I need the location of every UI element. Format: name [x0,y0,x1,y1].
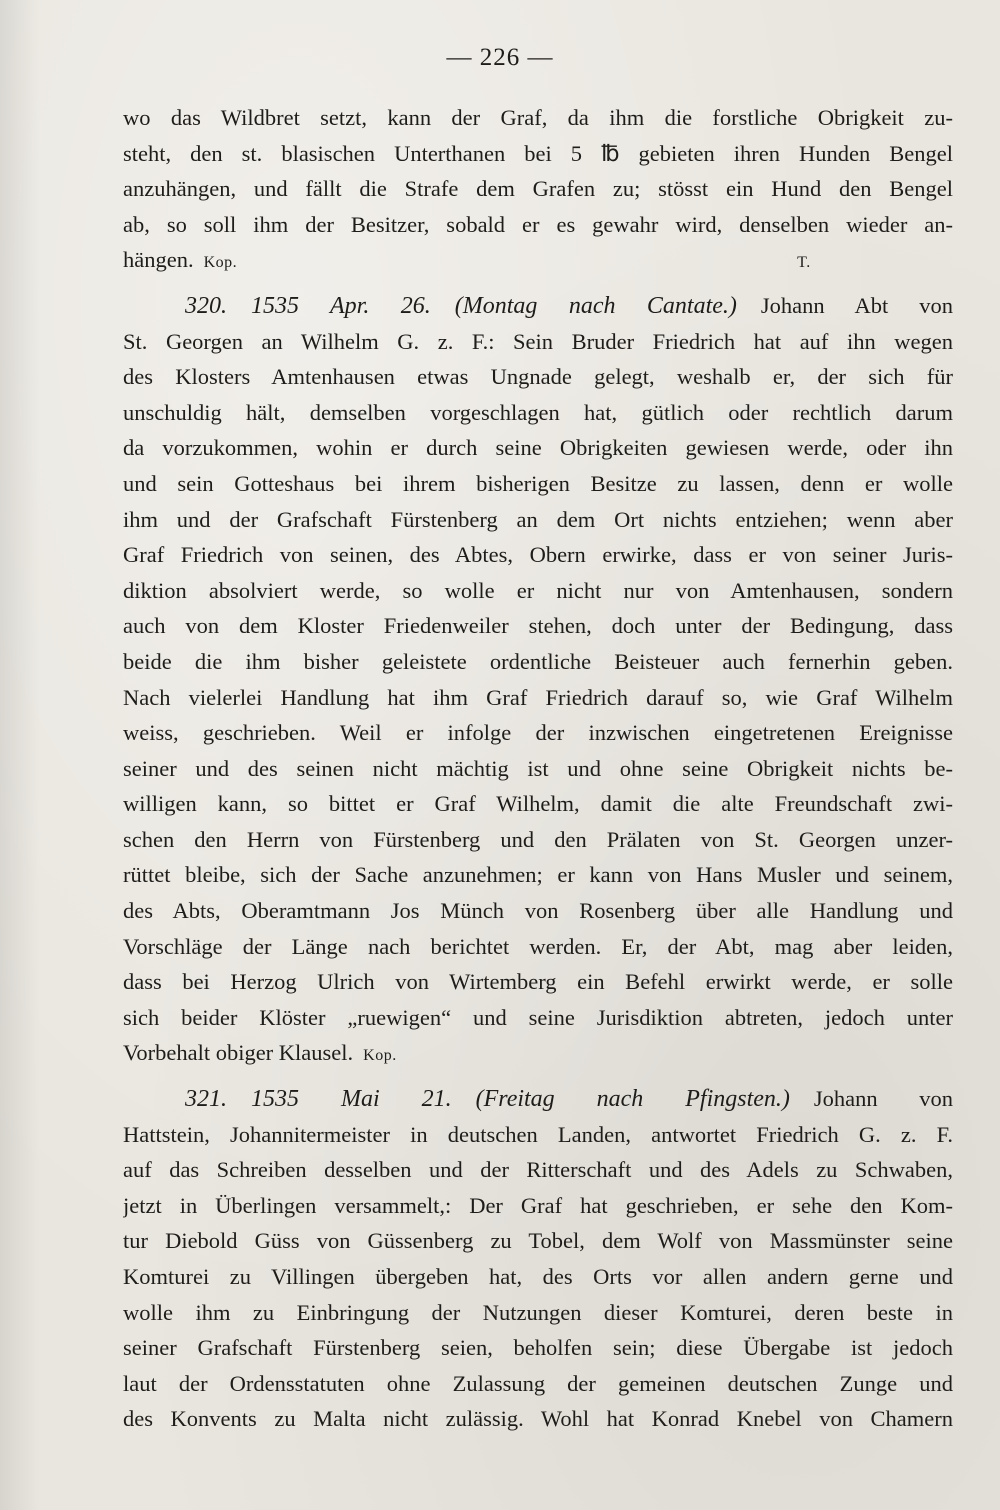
text-line: jetzt in Überlingen versammelt,: Der Graf hat geschrieben, er sehe den Kom- [123,1192,953,1218]
text-line: auch von dem Kloster Friedenweiler stehen, doch unter der Bedingung, dass [123,613,953,639]
page-number: — 226 — [446,44,554,71]
text-line: auf das Schreiben desselben und der Ritterschaft und des Adels zu Schwaben, [123,1157,953,1183]
text-fragment: hängen. [123,247,194,273]
entry-321 [123,1081,953,1437]
entry-320 [123,288,953,1071]
text-line: anzuhängen, und fällt die Strafe dem Grafen zu; stösst ein Hund den Bengel [123,176,953,202]
entry-date: 1535 Apr. 26. [251,292,431,319]
text-fragment: Johann von [813,1086,953,1112]
entry-number: 321. [185,1086,227,1113]
text-line: ihm und der Grafschaft Fürstenberg an dem Ort nichts entziehen; wenn aber [123,506,953,532]
entry-heading [123,288,953,324]
text-line: willigen kann, so bittet er Graf Wilhelm, damit die alte Freundschaft zwi- [123,791,953,817]
text-line: seiner und des seinen nicht mächtig ist und ohne seine Obrigkeit nichts be- [123,755,953,781]
source-note: Kop. [203,254,238,272]
text-line: beide die ihm bisher geleistete ordentliche Beisteuer auch fernerhin geben. [123,648,953,674]
text-line: Vorschläge der Länge nach berichtet werden. Er, der Abt, mag aber leiden, [123,933,953,959]
text-line: seiner Grafschaft Fürstenberg seien, beholfen sein; diese Übergabe ist jedoch [123,1335,953,1361]
paragraph-continuation [123,100,953,278]
archive-note: T. [797,254,811,272]
text-line: ab, so soll ihm der Besitzer, sobald er es gewahr wird, denselben wieder an- [123,211,953,237]
text-fragment: Vorbehalt obiger Klausel. [123,1040,354,1066]
text-line: St. Georgen an Wilhelm G. z. F.: Sein Bruder Friedrich hat auf ihn wegen [123,328,953,354]
entry-number: 320. [185,292,227,319]
text-line: Komturei zu Villingen übergeben hat, des Orts vor allen andern gerne und [123,1264,953,1289]
page-body [123,100,953,1437]
text-line: wolle ihm zu Einbringung der Nutzungen dieser Komturei, deren beste in [123,1299,953,1325]
text-line: des Abts, Oberamtmann Jos Münch von Rosenberg über alle Handlung und [123,898,953,924]
text-line: des Konvents zu Malta nicht zulässig. Wohl hat Konrad Knebel von Chamern [123,1406,953,1432]
entry-feast-day: (Montag nach Cantate.) [454,292,737,319]
text-line: da vorzukommen, wohin er durch seine Obrigkeiten gewiesen werde, oder ihn [123,435,953,461]
text-line: schen den Herrn von Fürstenberg und den Prälaten von St. Georgen unzer- [123,826,953,852]
source-note: Kop. [363,1047,397,1065]
entry-heading [123,1081,953,1117]
text-line: wo das Wildbret setzt, kann der Graf, da ihm die forstliche Obrigkeit zu- [123,105,953,130]
text-line-with-source [123,242,953,278]
text-line: Graf Friedrich von seinen, des Abtes, Obern erwirke, dass er von seiner Juris- [123,542,953,568]
text-line: rüttet bleibe, sich der Sache anzunehmen; er kann von Hans Musler und seinem, [123,862,953,888]
text-line: weiss, geschrieben. Weil er infolge der inzwischen eingetretenen Ereignisse [123,720,953,746]
text-line: steht, den st. blasischen Unterthanen bei 5 ℔ gebieten ihren Hunden Bengel [123,140,953,166]
text-line: sich beider Klöster „ruewigen“ und seine Jurisdiktion abtreten, jedoch unter [123,1004,953,1030]
text-line: diktion absolviert werde, so wolle er nicht nur von Amtenhausen, sondern [123,577,953,603]
text-line-with-source [123,1035,953,1071]
text-line: Hattstein, Johannitermeister in deutschen Landen, antwortet Friedrich G. z. F. [123,1121,953,1147]
text-line: des Klosters Amtenhausen etwas Ungnade gelegt, weshalb er, der sich für [123,364,953,390]
entry-feast-day: (Freitag nach Pfingsten.) [475,1086,790,1113]
text-fragment: Johann Abt von [760,292,953,318]
text-line: unschuldig hält, demselben vorgeschlagen hat, gütlich oder rechtlich darum [123,399,953,425]
text-line: und sein Gotteshaus bei ihrem bisherigen Besitze zu lassen, denn er wolle [123,470,953,496]
text-line: dass bei Herzog Ulrich von Wirtemberg ein Befehl erwirkt werde, er solle [123,969,953,995]
text-line: tur Diebold Güss von Güssenberg zu Tobel, dem Wolf von Massmünster seine [123,1228,953,1254]
text-line: laut der Ordensstatuten ohne Zulassung der gemeinen deutschen Zunge und [123,1370,953,1396]
entry-date: 1535 Mai 21. [251,1086,452,1113]
text-line: Nach vielerlei Handlung hat ihm Graf Friedrich darauf so, wie Graf Wilhelm [123,684,953,710]
